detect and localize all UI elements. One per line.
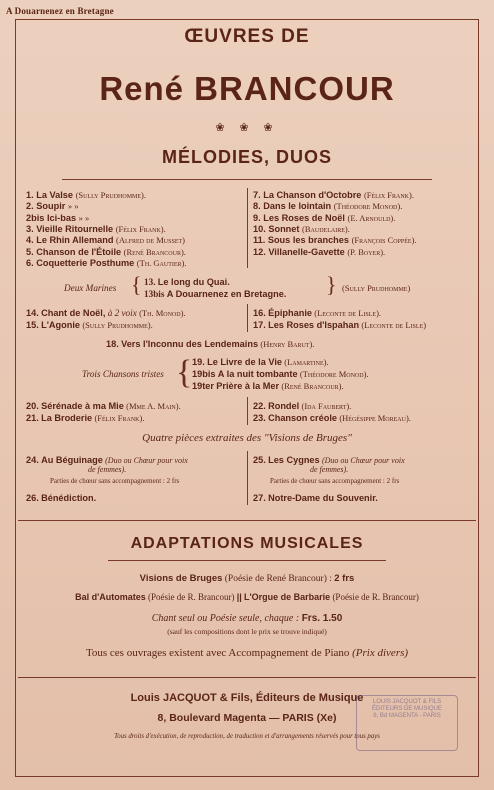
note-line: de femmes).: [88, 465, 127, 474]
ornament-icon: ❀ ❀ ❀: [215, 122, 279, 134]
item-number: 5.: [26, 246, 34, 257]
adaptations-title: ADAPTATIONS MUSICALES: [130, 535, 364, 552]
publisher-address: 8, Boulevard Magenta — PARIS (Xe): [157, 712, 337, 724]
list-item: [253, 234, 417, 246]
list-item: 24. Au Béguinage (Duo ou Chœur pour voix: [26, 455, 188, 465]
item-number: 2.: [26, 201, 34, 212]
item-author: » »: [78, 212, 90, 223]
item-author: (E. Arnould).: [347, 212, 396, 223]
publisher-stamp: LOUIS JACQUOT & FILS ÉDITEURS DE MUSIQUE 8, Bd MAGENTA - PARIS: [356, 695, 458, 751]
marine-item: 13. Le long du Quai.: [144, 277, 230, 287]
divider: [18, 520, 476, 521]
item-number: 12.: [253, 246, 266, 257]
item-title: Le Rhin Allemand: [33, 235, 117, 246]
column-divider: [247, 188, 248, 268]
list-item: 19bis A la nuit tombante (Théodore Monod).: [192, 369, 369, 379]
item-title: La Chanson d'Octobre: [260, 190, 364, 200]
list-item: 20. Sérénade à ma Mie (Mme A. Main).: [26, 401, 181, 411]
item-title: Les Roses de Noël: [260, 212, 348, 223]
item-title: Sous les branches: [265, 235, 352, 246]
item-author: (Théodore Monod).: [333, 201, 403, 212]
piano-line: Tous ces ouvrages existent avec Accompagnement de Piano (Prix divers): [85, 647, 409, 659]
brace-icon: }: [326, 272, 337, 297]
item-title: Chanson de l'Étoile: [33, 246, 124, 257]
list-item: 19ter Prière à la Mer (René Brancour).: [192, 381, 344, 391]
list-item: 19. Le Livre de la Vie (Lamartine).: [192, 357, 329, 367]
item-author: (François Coppée).: [351, 235, 417, 246]
item-number: 10.: [253, 223, 266, 234]
adaptation-item: Visions de Bruges (Poésie de René Brancour) : 2 frs: [139, 573, 355, 584]
melodies-title: MÉLODIES, DUOS: [161, 147, 332, 167]
item-title: Soupir: [33, 201, 68, 212]
deux-marines-label: Deux Marines: [64, 283, 117, 293]
list-item: 25. Les Cygnes (Duo ou Chœur pour voix: [253, 455, 405, 465]
list-item: 15. L'Agonie (Sully Prudhomme).: [26, 320, 153, 330]
list-item: 14. Chant de Noël, à 2 voix (Th. Monod).: [26, 308, 186, 318]
item-number: 3.: [26, 223, 34, 234]
list-item: [26, 212, 89, 224]
item-author: (P. Boyer).: [347, 246, 386, 257]
item-author: (Sully Prudhomme).: [75, 190, 146, 200]
divider: [108, 560, 386, 561]
item-title: Villanelle-Gavette: [265, 246, 348, 257]
item-number: 9.: [253, 212, 261, 223]
column-divider: [247, 397, 248, 425]
marines-author: (Sully Prudhomme): [342, 283, 411, 293]
item-number: 7.: [253, 190, 261, 200]
column-divider: [247, 304, 248, 332]
list-item: 22. Rondel (Ida Faubert).: [253, 401, 352, 411]
list-item: [26, 246, 186, 258]
list-item: [253, 189, 414, 201]
note-line: de femmes).: [310, 465, 349, 474]
list-item: [26, 223, 166, 235]
item-title: Vieille Ritournelle: [33, 223, 116, 234]
composer-name: René BRANCOUR: [99, 70, 395, 107]
list-item: 21. La Broderie (Félix Frank).: [26, 413, 145, 423]
sub-note: Parties de chœur sans accompagnement : 2 frs: [270, 477, 400, 485]
oeuvres-heading: ŒUVRES DE: [184, 26, 310, 47]
column-divider: [247, 451, 248, 505]
item-number: 2bis: [26, 212, 45, 223]
list-item: 23. Chanson créole (Hégésippe Moreau).: [253, 413, 411, 423]
price-line: Chant seul ou Poésie seule, chaque : Frs. 1.50: [151, 613, 343, 624]
list-item: 26. Bénédiction.: [26, 493, 97, 503]
item-title: Sonnet: [265, 223, 303, 234]
list-item: [253, 212, 395, 224]
list-item: [26, 234, 185, 246]
list-item: 17. Les Roses d'Ispahan (Leconte de Lisle): [253, 320, 427, 330]
item-title: Dans le lointain: [260, 201, 334, 212]
item-number: 6.: [26, 257, 34, 268]
rights-notice: Tous droits d'exécution, de reproduction, de traduction et d'arrangements réservés pour tous pays: [114, 733, 380, 740]
item-number: 4.: [26, 235, 34, 246]
divider: [18, 677, 476, 678]
item-number: 1.: [26, 190, 34, 200]
item-number: 8.: [253, 201, 261, 212]
item-title: Coquetterie Posthume: [33, 257, 137, 268]
publisher-name: Louis JACQUOT & Fils, Éditeurs de Musique: [130, 692, 364, 704]
quatre-pieces-heading: Quatre pièces extraites des "Visions de Bruges": [142, 432, 352, 444]
price-note: (sauf les compositions dont le prix se trouve indiqué): [167, 627, 327, 636]
list-item: 18. Vers l'Inconnu des Lendemains (Henry Barut).: [106, 339, 315, 349]
item-author: (René Brancour).: [123, 246, 186, 257]
item-author: (Félix Frank).: [363, 190, 414, 200]
item-author: » »: [67, 201, 79, 212]
divider: [62, 179, 432, 180]
item-author: (Th. Gautier).: [136, 257, 187, 268]
marine-item: 13bis A Douarnenez en Bretagne.: [144, 289, 287, 299]
list-item: [26, 189, 146, 201]
list-item: [253, 246, 385, 258]
adaptation-item: Bal d'Automates (Poésie de R. Brancour) || L'Orgue de Barbarie (Poésie de R. Brancour): [75, 592, 419, 602]
list-item: [26, 257, 187, 269]
trois-chansons-label: Trois Chansons tristes: [82, 369, 164, 379]
item-number: 11.: [253, 235, 266, 246]
list-item: 27. Notre-Dame du Souvenir.: [253, 493, 378, 503]
list-item: [26, 200, 79, 212]
item-author: (Félix Frank).: [115, 223, 166, 234]
item-title: Ici-bas: [44, 212, 79, 223]
sub-note: Parties de chœur sans accompagnement : 2 frs: [50, 477, 180, 485]
list-item: 16. Épiphanie (Leconte de Lisle).: [253, 308, 382, 318]
top-label: A Douarnenez en Bretagne: [6, 6, 114, 16]
item-title: La Valse: [33, 190, 76, 200]
brace-icon: {: [176, 354, 193, 391]
item-author: (Alfred de Musset): [116, 235, 185, 246]
item-author: (Baudelaire).: [302, 223, 350, 234]
list-item: [253, 223, 350, 235]
brace-icon: {: [131, 272, 142, 297]
list-item: [253, 200, 402, 212]
